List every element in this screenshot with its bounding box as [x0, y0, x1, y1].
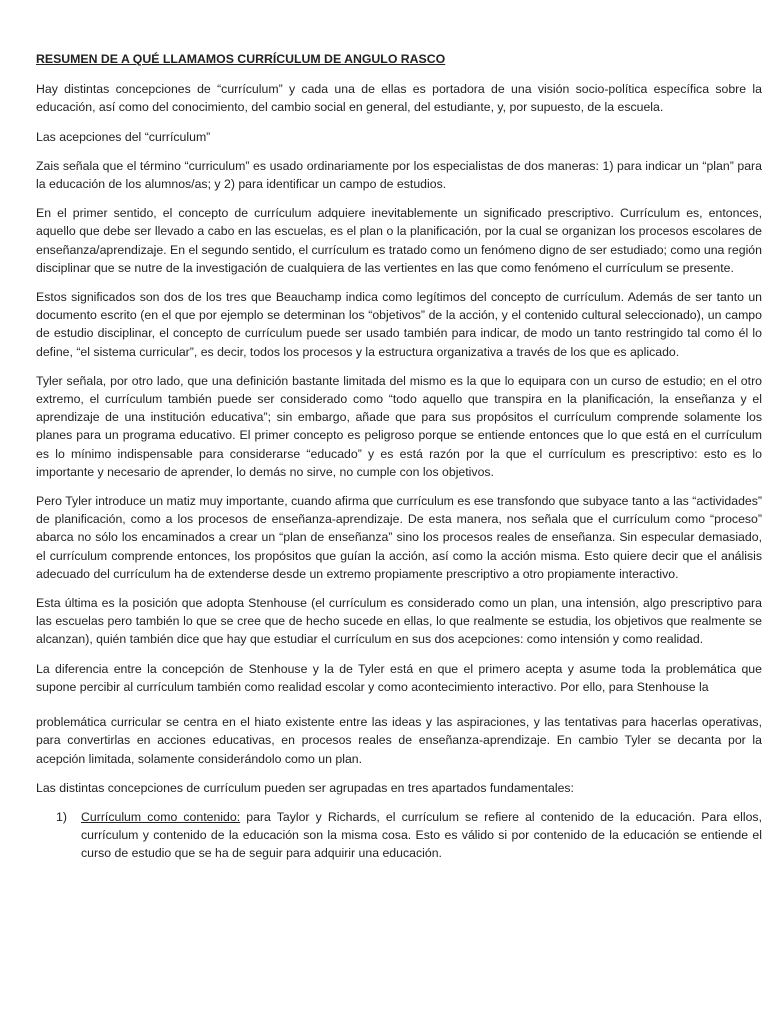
paragraph: La diferencia entre la concepción de Stenhouse y la de Tyler está en que el primero acepta y asume toda la problemática que supone percibir al currículum también como realidad escolar y como acontecimiento interactivo. Por ello, para Stenhouse la — [36, 661, 762, 694]
numbered-list — [36, 808, 762, 863]
document-body — [36, 50, 762, 863]
paragraph: problemática curricular se centra en el hiato existente entre las ideas y las aspiraciones, y las tentativas para hacerlas operativas, para convertirlas en acciones educativas, en procesos reales de enseñanza-aprendizaje. En cambio Tyler se decanta por la acepción limitada, solamente considerándolo como un plan. — [36, 715, 762, 766]
paragraph: En el primer sentido, el concepto de currículum adquiere inevitablemente un significado prescriptivo. Currículum es, entonces, aquello que debe ser llevado a cabo en las escuelas, es el plan o la planificación, por la cual se organizan los procesos escolares de enseñanza/aprendizaje. En el segundo sentido, el currículum es tratado como un fenómeno digno de ser estudiado; como una región disciplinar que se nutre de la investigación de cualquiera de las vertientes en las que como fenómeno el currículum se presente. — [36, 206, 762, 275]
paragraph: Estos significados son dos de los tres que Beauchamp indica como legítimos del concepto de currículum. Además de ser tanto un documento escrito (en el que por ejemplo se determinan los “objetivos” de la acción, y el contenido cultural seleccionado), un campo de estudio disciplinar, el concepto de currículum puede ser usado también para indicar, de modo un tanto restringido tal como él lo define, “el sistema curricular”, es decir, todos los procesos y la estructura organizativa a través de los que es aplicado. — [36, 290, 762, 359]
list-item-text: para Taylor y Richards, el currículum se refiere al contenido de la educación. Para ellos, currículum y contenido de la educación son la misma cosa. Esto es válido si por contenido de la educación se entiende el curso de estudio que se ha de seguir para adquirir una educación. — [81, 809, 762, 861]
paragraph: Tyler señala, por otro lado, que una definición bastante limitada del mismo es la que lo equipara con un curso de estudio; en el otro extremo, el currículum también puede ser considerado como “todo aquello que transpira en la planificación, la enseñanza y el aprendizaje de una institución educativa”; sin embargo, añade que para sus propósitos el currículum comprende solamente los planes para un programa educativo. El primer concepto es peligroso porque se entiende entonces que lo que está en el currículum es lo mínimo indispensable para considerarse “educado” y es está razón por la que el currículum es prescriptivo: esto es lo importante y necesario de aprender, lo demás no sirve, no cumple con los objetivos. — [36, 373, 762, 479]
list-item-number: 1) — [56, 809, 67, 824]
paragraph: Las distintas concepciones de currículum pueden ser agrupadas en tres apartados fundamentales: — [36, 780, 574, 795]
paragraph: Zais señala que el término “curriculum” es usado ordinariamente por los especialistas de dos maneras: 1) para indicar un “plan” para la educación de los alumnos/as; y 2) para identificar un campo de estudios. — [36, 158, 762, 192]
list-item-term: Currículum como contenido: — [81, 809, 241, 824]
paragraph: Pero Tyler introduce un matiz muy importante, cuando afirma que currículum es ese transfondo que subyace tanto a las “actividades” de planificación, como a los procesos de enseñanza-aprendizaje. De esta manera, nos señala que el currículum como “proceso” abarca no sólo los encaminados a crear un “plan de enseñanza” sino los procesos reales de enseñanza. Sin especular demasiado, el currículum comprende entonces, los propósitos que guían la acción, así como la acción misma. Esto quiere decir que el análisis adecuado del currículum ha de extenderse desde un extremo propiamente prescriptivo a otro propiamente interactivo. — [36, 494, 762, 581]
document-title: RESUMEN DE A QUÉ LLAMAMOS CURRÍCULUM DE ANGULO RASCO — [36, 52, 446, 66]
list-item — [36, 808, 762, 863]
paragraph: Esta última es la posición que adopta Stenhouse (el currículum es considerado como un plan, una intensión, algo prescriptivo para las escuelas pero también lo que se cree que de hecho sucede en ellas, lo que realmente se estudia, los objetivos que realmente se alcanzan), quién también dice que hay que estudiar el currículum en sus dos acepciones: como intensión y como realidad. — [36, 596, 762, 647]
intro-paragraph: Hay distintas concepciones de “currículum” y cada una de ellas es portadora de una visión socio-política específica sobre la educación, así como del conocimiento, del cambio social en general, del estudiante, y, por supuesto, de la escuela. — [36, 82, 762, 115]
section-heading: Las acepciones del “currículum” — [36, 129, 211, 144]
